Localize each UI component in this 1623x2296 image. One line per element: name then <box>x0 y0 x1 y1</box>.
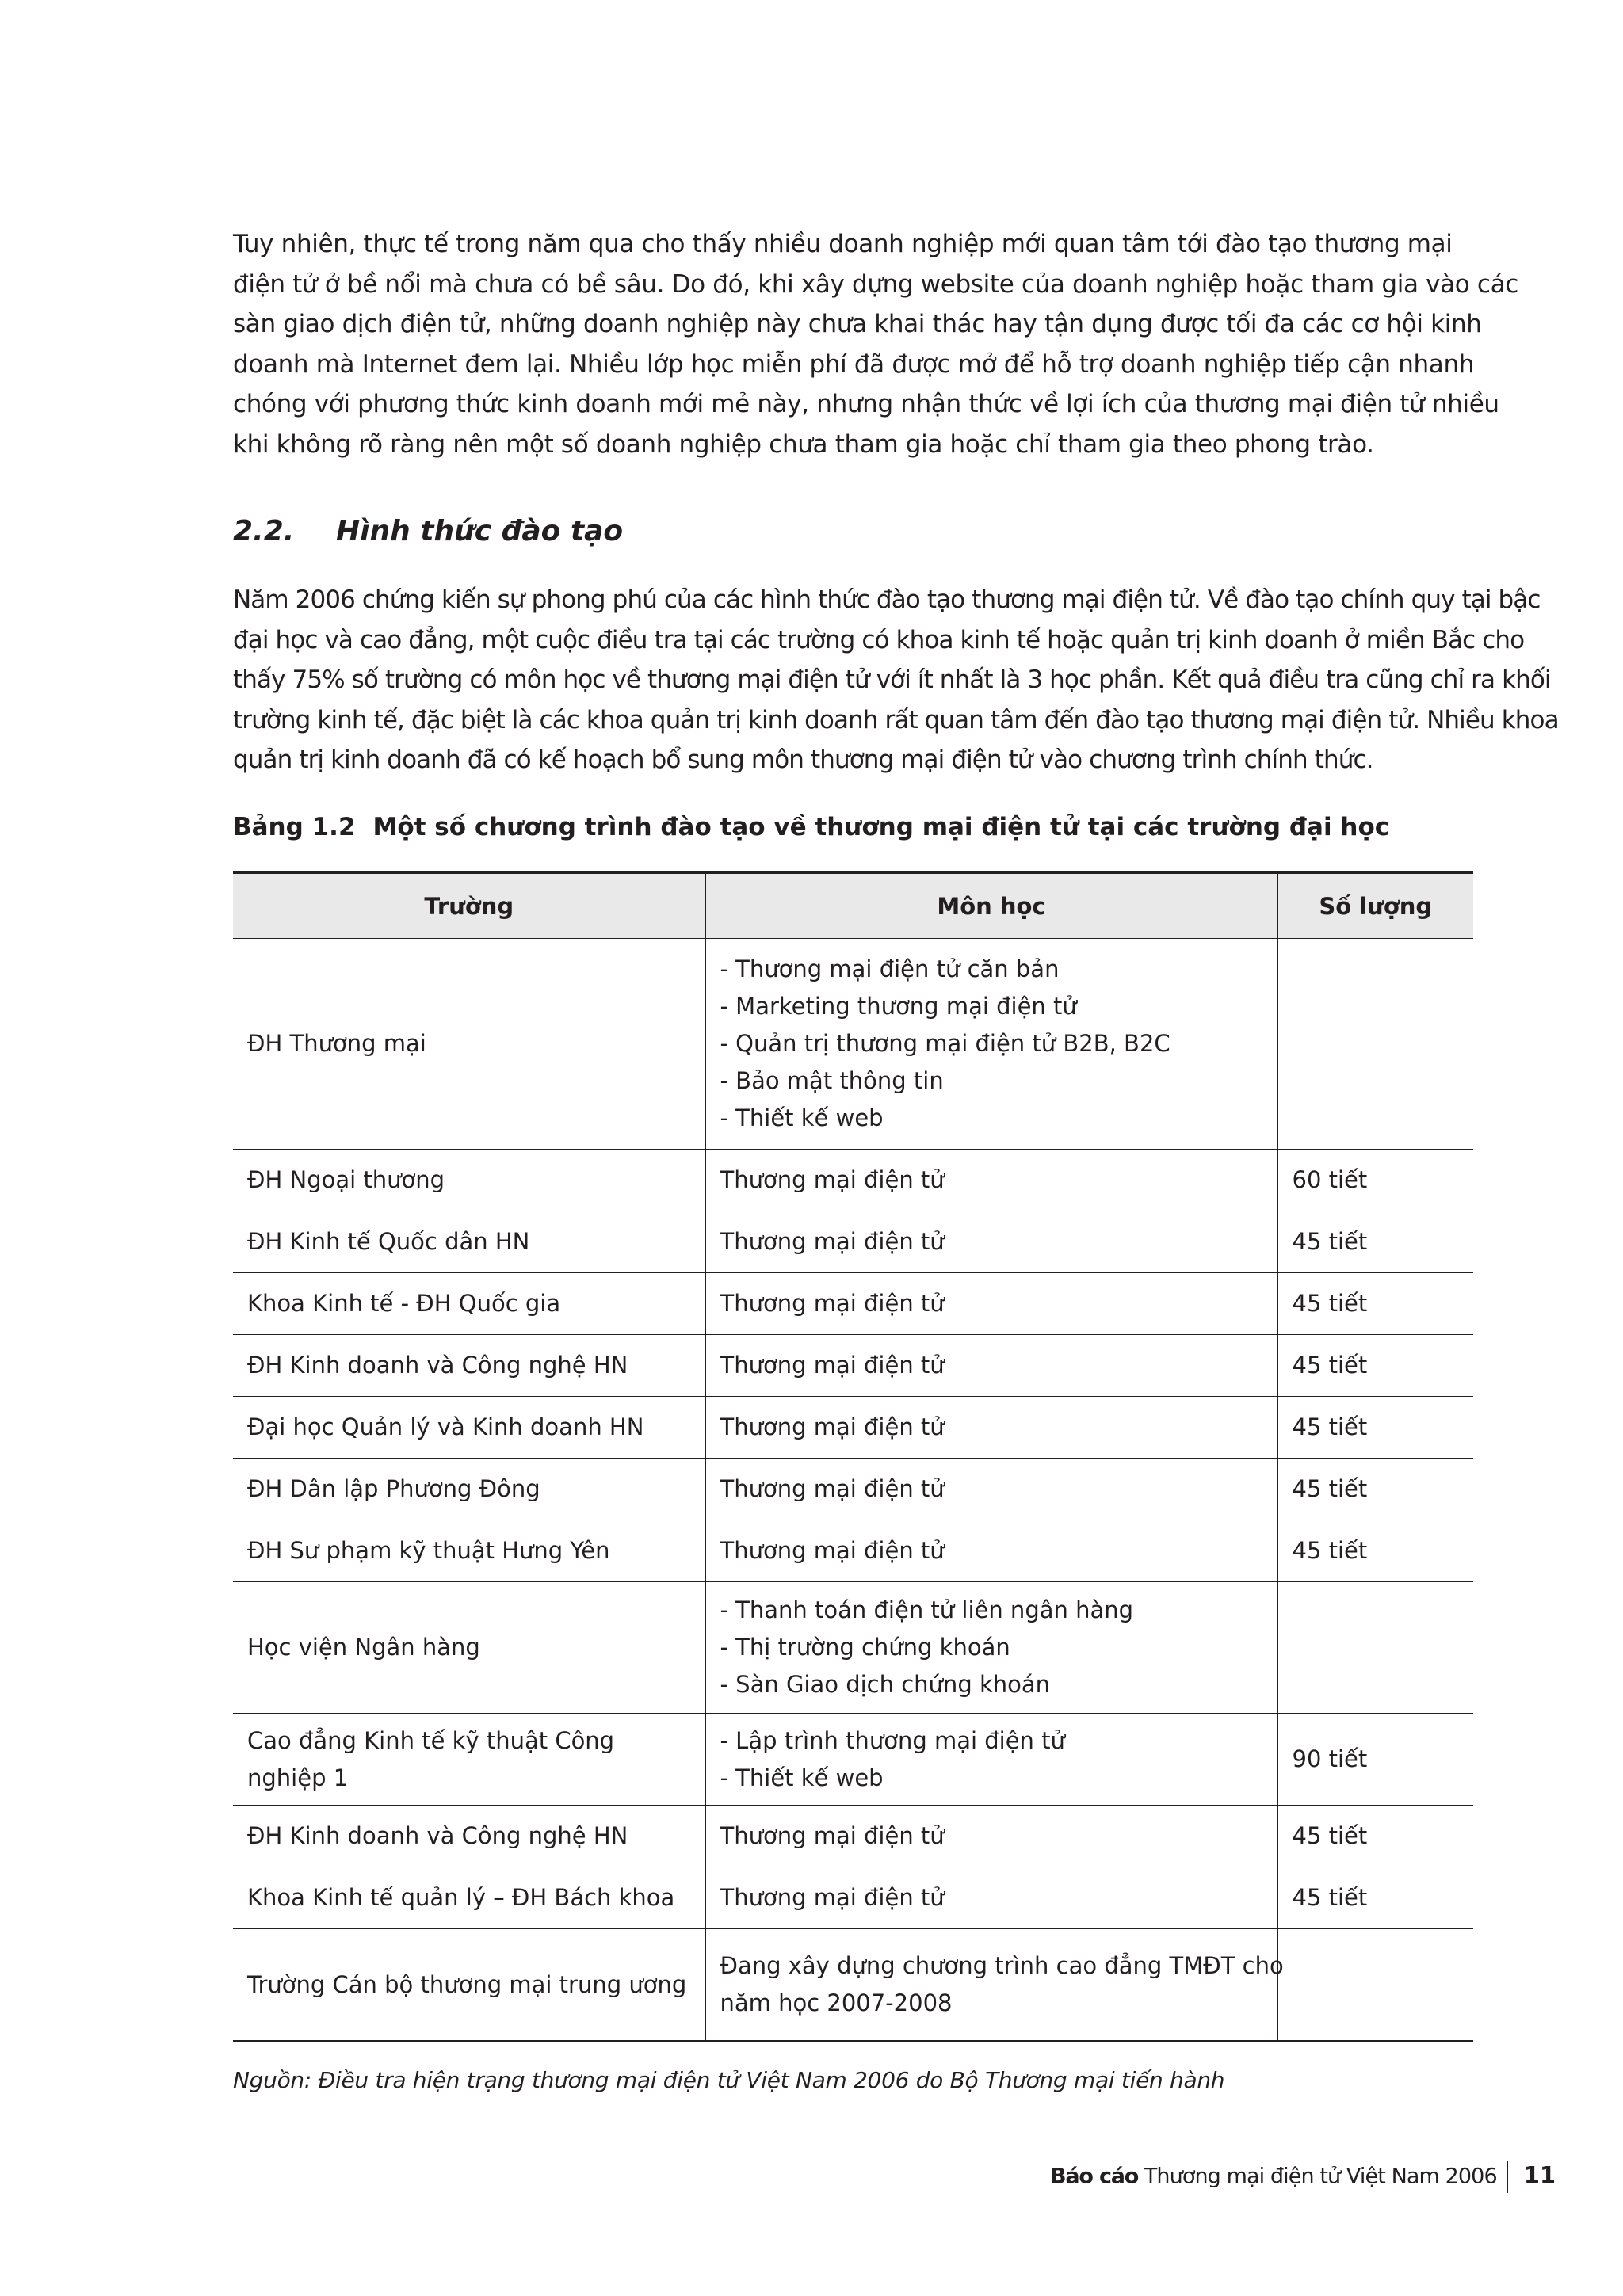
page-number: 11 <box>1523 2161 1556 2189</box>
cell-amount: 45 tiết <box>1277 1459 1473 1520</box>
table-row <box>233 1714 1473 1806</box>
cell-amount: 45 tiết <box>1277 1211 1473 1273</box>
table-row <box>233 1459 1473 1520</box>
subject-item: - Sàn Giao dịch chứng khoán <box>720 1671 1051 1698</box>
subject-item: - Thiết kế web <box>720 1104 884 1131</box>
footer-brand-title: Thương mại điện tử Việt Nam 2006 <box>1138 2164 1497 2189</box>
cell-school: Cao đẳng Kinh tế kỹ thuật Công nghiệp 1 <box>233 1714 705 1806</box>
cell-amount: 60 tiết <box>1277 1150 1473 1211</box>
table-caption-number: Bảng 1.2 <box>233 813 356 841</box>
column-header-subjects: Môn học <box>705 873 1277 939</box>
paragraph-line: sàn giao dịch điện tử, những doanh nghiệp này chưa khai thác hay tận dụng được tối đa các cơ hội kinh <box>233 310 1482 338</box>
table-row <box>233 1520 1473 1582</box>
table-row <box>233 939 1473 1150</box>
footer-divider <box>1507 2161 1508 2193</box>
cell-subjects <box>705 1582 1277 1714</box>
table-header-row <box>233 873 1473 939</box>
cell-subjects: Thương mại điện tử <box>705 1150 1277 1211</box>
table-row <box>233 1867 1473 1929</box>
cell-school: Khoa Kinh tế - ĐH Quốc gia <box>233 1273 705 1335</box>
subject-item: - Bảo mật thông tin <box>720 1067 944 1094</box>
subject-item: - Lập trình thương mại điện tử <box>720 1726 1065 1754</box>
training-programs-table <box>233 871 1473 2042</box>
subject-item: năm học 2007-2008 <box>720 1989 953 2016</box>
column-header-amount: Số lượng <box>1277 873 1473 939</box>
cell-amount <box>1277 939 1473 1150</box>
table-row <box>233 1397 1473 1459</box>
cell-subjects <box>705 1714 1277 1806</box>
section-heading <box>233 515 623 547</box>
subject-item: - Quản trị thương mại điện tử B2B, B2C <box>720 1030 1170 1057</box>
section-number: 2.2. <box>233 515 295 547</box>
cell-school: ĐH Ngoại thương <box>233 1150 705 1211</box>
cell-school: Khoa Kinh tế quản lý – ĐH Bách khoa <box>233 1867 705 1929</box>
footer-brand-bold: Báo cáo <box>1050 2164 1139 2189</box>
subject-item: - Thanh toán điện tử liên ngân hàng <box>720 1596 1134 1623</box>
table-row <box>233 1806 1473 1867</box>
paragraph-line: Năm 2006 chứng kiến sự phong phú của các hình thức đào tạo thương mại điện tử. Về đào tạo chính quy tại bậc <box>233 585 1541 614</box>
table-row <box>233 1273 1473 1335</box>
cell-subjects: Thương mại điện tử <box>705 1867 1277 1929</box>
training-paragraph <box>233 580 1559 780</box>
page-footer <box>1050 2161 1556 2193</box>
table-caption-title: Một số chương trình đào tạo về thương mại điện tử tại các trường đại học <box>372 813 1390 841</box>
subject-item: - Thương mại điện tử căn bản <box>720 955 1060 982</box>
cell-amount: 45 tiết <box>1277 1867 1473 1929</box>
cell-amount <box>1277 1582 1473 1714</box>
paragraph-line: thấy 75% số trường có môn học về thương mại điện tử với ít nhất là 3 học phần. Kết quả điều tra cũng chỉ ra khối <box>233 666 1551 694</box>
cell-subjects <box>705 939 1277 1150</box>
cell-school: ĐH Kinh tế Quốc dân HN <box>233 1211 705 1273</box>
cell-school: ĐH Sư phạm kỹ thuật Hưng Yên <box>233 1520 705 1582</box>
cell-subjects: Thương mại điện tử <box>705 1459 1277 1520</box>
paragraph-line: quản trị kinh doanh đã có kế hoạch bổ sung môn thương mại điện tử vào chương trình chính thức. <box>233 746 1373 774</box>
cell-subjects: Thương mại điện tử <box>705 1806 1277 1867</box>
cell-school: ĐH Kinh doanh và Công nghệ HN <box>233 1335 705 1397</box>
cell-amount: 45 tiết <box>1277 1397 1473 1459</box>
subject-item: Đang xây dựng chương trình cao đẳng TMĐT cho <box>720 1952 1284 1979</box>
cell-school: ĐH Kinh doanh và Công nghệ HN <box>233 1806 705 1867</box>
table-caption <box>233 813 1389 841</box>
column-header-school: Trường <box>233 873 705 939</box>
table-row <box>233 1929 1473 2042</box>
subject-item: - Thị trường chứng khoán <box>720 1634 1010 1661</box>
cell-amount <box>1277 1929 1473 2042</box>
cell-subjects: Thương mại điện tử <box>705 1211 1277 1273</box>
cell-school: Trường Cán bộ thương mại trung ương <box>233 1929 705 2042</box>
cell-amount: 45 tiết <box>1277 1520 1473 1582</box>
cell-subjects: Thương mại điện tử <box>705 1273 1277 1335</box>
cell-subjects: Thương mại điện tử <box>705 1520 1277 1582</box>
table-row <box>233 1150 1473 1211</box>
paragraph-line: đại học và cao đẳng, một cuộc điều tra tại các trường có khoa kinh tế hoặc quản trị kinh doanh ở miền Bắc cho <box>233 625 1525 654</box>
cell-amount: 90 tiết <box>1277 1714 1473 1806</box>
cell-school: Học viện Ngân hàng <box>233 1582 705 1714</box>
cell-school: Đại học Quản lý và Kinh doanh HN <box>233 1397 705 1459</box>
table-row <box>233 1582 1473 1714</box>
cell-amount: 45 tiết <box>1277 1273 1473 1335</box>
cell-amount: 45 tiết <box>1277 1806 1473 1867</box>
paragraph-line: Tuy nhiên, thực tế trong năm qua cho thấy nhiều doanh nghiệp mới quan tâm tới đào tạo thương mại <box>233 230 1453 258</box>
section-title: Hình thức đào tạo <box>336 515 624 547</box>
table-row <box>233 1211 1473 1273</box>
subject-item: - Thiết kế web <box>720 1764 884 1791</box>
paragraph-line: khi không rõ ràng nên một số doanh nghiệp chưa tham gia hoặc chỉ tham gia theo phong trào. <box>233 429 1374 459</box>
table-row <box>233 1335 1473 1397</box>
cell-school: ĐH Thương mại <box>233 939 705 1150</box>
paragraph-line: điện tử ở bề nổi mà chưa có bề sâu. Do đó, khi xây dựng website của doanh nghiệp hoặc tham gia vào các <box>233 269 1518 299</box>
paragraph-line: doanh mà Internet đem lại. Nhiều lớp học miễn phí đã được mở để hỗ trợ doanh nghiệp tiếp cận nhanh <box>233 349 1475 379</box>
cell-subjects: Thương mại điện tử <box>705 1335 1277 1397</box>
cell-subjects: Thương mại điện tử <box>705 1397 1277 1459</box>
paragraph-line: trường kinh tế, đặc biệt là các khoa quản trị kinh doanh rất quan tâm đến đào tạo thương mại điện tử. Nhiều khoa <box>233 705 1559 734</box>
cell-school: ĐH Dân lập Phương Đông <box>233 1459 705 1520</box>
source-note: Nguồn: Điều tra hiện trạng thương mại điện tử Việt Nam 2006 do Bộ Thương mại tiến hành <box>233 2067 1225 2093</box>
cell-subjects <box>705 1929 1284 2042</box>
subject-item: - Marketing thương mại điện tử <box>720 993 1077 1020</box>
data-table <box>233 871 1473 2042</box>
intro-paragraph <box>233 224 1518 464</box>
cell-amount: 45 tiết <box>1277 1335 1473 1397</box>
paragraph-line: chóng với phương thức kinh doanh mới mẻ này, nhưng nhận thức về lợi ích của thương mại điện tử nhiều <box>233 390 1499 418</box>
